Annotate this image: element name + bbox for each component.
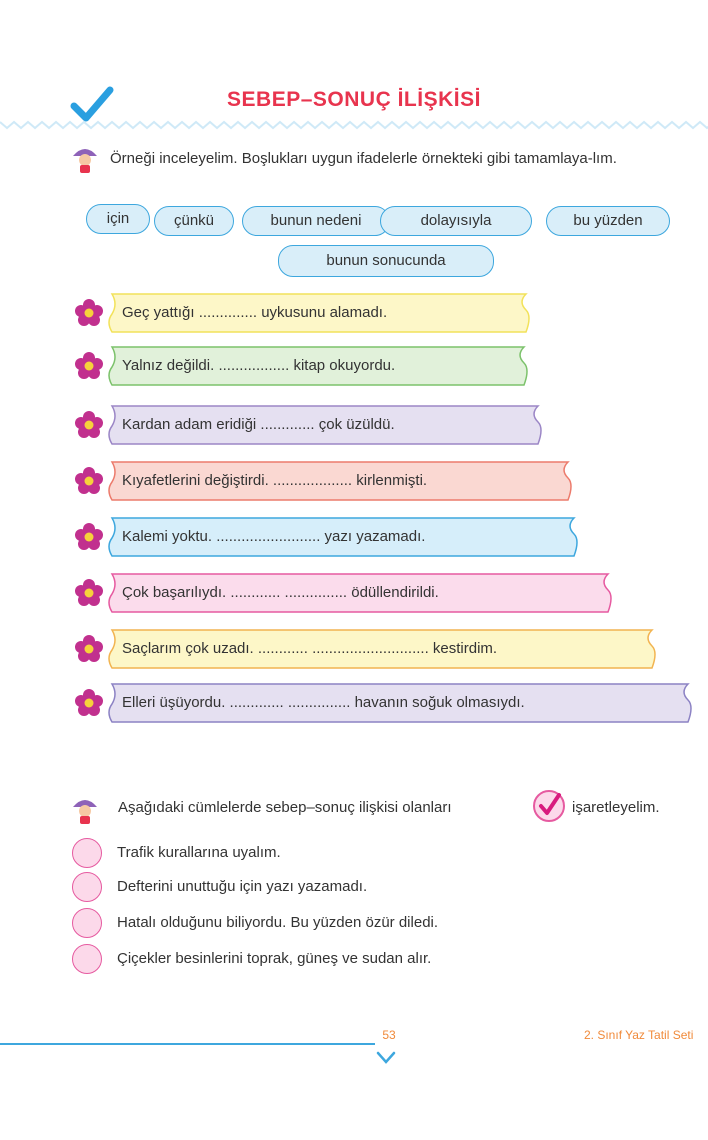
- footer-line: [0, 1043, 375, 1045]
- flower-icon: [74, 298, 104, 328]
- sentence-text: Kardan adam eridiği ............. çok üzüldü.: [122, 416, 395, 433]
- zigzag-divider: [0, 116, 708, 132]
- chevron-down-icon: [376, 1050, 396, 1066]
- checklist-text: Hatalı olduğunu biliyordu. Bu yüzden özür diledi.: [117, 914, 439, 931]
- sentence-text: Yalnız değildi. ................. kitap okuyordu.: [122, 357, 396, 374]
- check-circle[interactable]: [72, 908, 102, 938]
- chip-icin: için: [86, 204, 150, 234]
- flower-icon: [74, 688, 104, 718]
- instruction-text: Örneği inceleyelim. Boşlukları uygun ifadelerle örnekteki gibi tamamlaya-lım.: [110, 150, 617, 167]
- sentence-text: Elleri üşüyordu. ............. ............... havanın soğuk olmasıydı.: [122, 694, 525, 711]
- page-number: 53: [382, 1028, 396, 1042]
- flower-icon: [74, 522, 104, 552]
- chip-bu-yuzden: bu yüzden: [546, 206, 670, 236]
- sentence-text: Geç yattığı .............. uykusunu alamadı.: [122, 304, 388, 321]
- instruction-text-2-tail: işaretleyelim.: [572, 799, 660, 816]
- checklist-text: Trafik kurallarına uyalım.: [117, 844, 281, 861]
- flower-icon: [74, 466, 104, 496]
- page-title: SEBEP–SONUÇ İLİŞKİSİ: [227, 88, 481, 111]
- chip-cunku: çünkü: [154, 206, 234, 236]
- book-title: 2. Sınıf Yaz Tatil Seti: [584, 1028, 694, 1042]
- check-circle[interactable]: [72, 872, 102, 902]
- chip-bunun-sonucunda: bunun sonucunda: [278, 245, 494, 277]
- sentence-text: Saçlarım çok uzadı. ............ ............................ kestirdim.: [122, 640, 498, 657]
- flower-icon: [74, 351, 104, 381]
- chip-dolayisiyla: dolayısıyla: [380, 206, 532, 236]
- flower-icon: [74, 634, 104, 664]
- character-icon: [70, 144, 100, 174]
- flower-icon: [74, 410, 104, 440]
- checklist-text: Çiçekler besinlerini toprak, güneş ve sudan alır.: [117, 950, 432, 967]
- chip-bunun-nedeni: bunun nedeni: [242, 206, 390, 236]
- checklist-text: Defterini unuttuğu için yazı yazamadı.: [117, 878, 368, 895]
- sentence-text: Kalemi yoktu. ......................... yazı yazamadı.: [122, 528, 426, 545]
- instruction-text-2: Aşağıdaki cümlelerde sebep–sonuç ilişkisi olanları: [118, 799, 452, 816]
- check-circle[interactable]: [72, 944, 102, 974]
- check-circle-icon: [532, 789, 566, 823]
- character-icon: [70, 795, 100, 825]
- sentence-text: Kıyafetlerini değiştirdi. ................... kirlenmişti.: [122, 472, 428, 489]
- sentence-text: Çok başarılıydı. ............ ............... ödüllendirildi.: [122, 584, 439, 601]
- flower-icon: [74, 578, 104, 608]
- check-circle[interactable]: [72, 838, 102, 868]
